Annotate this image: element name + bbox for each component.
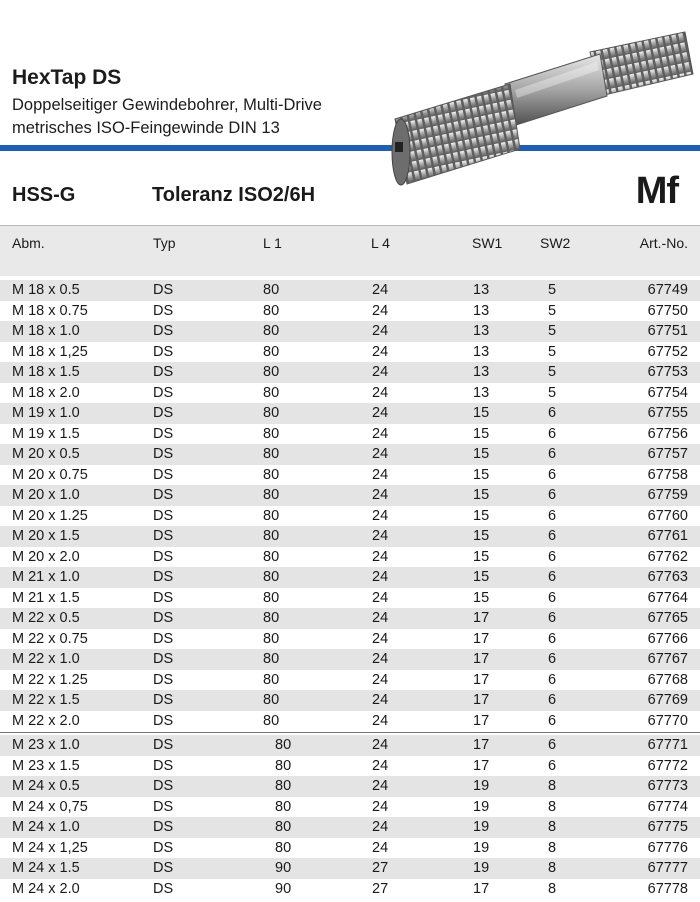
cell-typ: DS	[153, 302, 174, 319]
column-header-l4: L 4	[371, 235, 390, 251]
cell-l4: 24	[372, 798, 389, 815]
table-row	[0, 383, 700, 404]
cell-sw2: 5	[548, 343, 557, 360]
cell-abm: M 20 x 1.5	[12, 528, 80, 544]
section-divider	[0, 732, 700, 733]
cell-typ: DS	[153, 405, 174, 421]
cell-sw1: 17	[473, 757, 490, 774]
cell-l4: 24	[372, 671, 389, 688]
cell-art-no: 67750	[647, 302, 688, 319]
table-row	[0, 879, 700, 900]
cell-typ: DS	[153, 466, 174, 483]
table-row	[0, 735, 700, 756]
cell-l4: 24	[372, 692, 389, 708]
cell-art-no: 67771	[647, 737, 688, 753]
cell-typ: DS	[153, 712, 174, 729]
cell-sw2: 6	[548, 692, 557, 708]
cell-l1: 80	[263, 364, 280, 380]
cell-l1: 80	[263, 528, 280, 544]
cell-typ: DS	[153, 487, 174, 503]
cell-sw1: 19	[473, 839, 490, 856]
cell-art-no: 67765	[647, 610, 688, 626]
cell-art-no: 67777	[647, 860, 688, 876]
cell-l1: 80	[263, 630, 280, 647]
cell-sw2: 6	[548, 651, 557, 667]
cell-sw1: 17	[473, 692, 490, 708]
cell-l1: 80	[263, 446, 280, 462]
cell-abm: M 20 x 0.5	[12, 446, 80, 462]
table-body	[0, 280, 700, 899]
cell-art-no: 67776	[647, 839, 688, 856]
table-row	[0, 280, 700, 301]
cell-typ: DS	[153, 651, 174, 667]
cell-l1: 80	[263, 487, 280, 503]
cell-art-no: 67759	[647, 487, 688, 503]
cell-abm: M 20 x 2.0	[12, 548, 80, 565]
cell-sw2: 5	[548, 364, 557, 380]
cell-abm: M 18 x 0.75	[12, 302, 88, 319]
cell-l1: 80	[275, 757, 292, 774]
cell-typ: DS	[153, 860, 174, 876]
cell-l1: 80	[263, 692, 280, 708]
cell-abm: M 22 x 1.5	[12, 692, 80, 708]
cell-l4: 24	[372, 712, 389, 729]
cell-l1: 80	[263, 384, 280, 401]
thread-type-label: Mf	[635, 170, 678, 212]
cell-typ: DS	[153, 630, 174, 647]
cell-l4: 24	[372, 757, 389, 774]
cell-sw2: 6	[548, 671, 557, 688]
cell-typ: DS	[153, 548, 174, 565]
cell-l1: 80	[263, 610, 280, 626]
cell-abm: M 24 x 1,25	[12, 839, 88, 856]
cell-typ: DS	[153, 819, 174, 835]
cell-abm: M 22 x 0.5	[12, 610, 80, 626]
cell-sw2: 6	[548, 425, 557, 442]
cell-sw1: 13	[473, 384, 490, 401]
cell-typ: DS	[153, 589, 174, 606]
table-row	[0, 670, 700, 691]
cell-sw1: 15	[473, 466, 490, 483]
cell-abm: M 22 x 1.25	[12, 671, 88, 688]
column-header-sw1: SW1	[472, 235, 503, 251]
cell-l4: 24	[372, 425, 389, 442]
cell-abm: M 24 x 1.5	[12, 860, 80, 876]
cell-sw1: 19	[473, 778, 490, 794]
cell-l4: 24	[372, 630, 389, 647]
cell-typ: DS	[153, 839, 174, 856]
cell-art-no: 67757	[647, 446, 688, 462]
cell-sw1: 13	[473, 343, 490, 360]
cell-l4: 24	[372, 302, 389, 319]
cell-art-no: 67778	[647, 880, 688, 897]
table-header	[0, 226, 700, 276]
cell-art-no: 67766	[647, 630, 688, 647]
cell-l4: 24	[372, 466, 389, 483]
table-row	[0, 858, 700, 879]
cell-art-no: 67752	[647, 343, 688, 360]
cell-l4: 24	[372, 548, 389, 565]
cell-typ: DS	[153, 778, 174, 794]
cell-sw2: 6	[548, 589, 557, 606]
cell-l1: 80	[263, 671, 280, 688]
cell-sw1: 15	[473, 487, 490, 503]
cell-abm: M 18 x 1.0	[12, 323, 80, 339]
cell-sw2: 6	[548, 507, 557, 524]
cell-l1: 80	[263, 651, 280, 667]
cell-l4: 24	[372, 569, 389, 585]
cell-sw1: 17	[473, 630, 490, 647]
table-row	[0, 756, 700, 777]
cell-l4: 24	[372, 839, 389, 856]
table-row	[0, 444, 700, 465]
cell-typ: DS	[153, 692, 174, 708]
cell-l4: 24	[372, 778, 389, 794]
cell-l1: 80	[263, 405, 280, 421]
cell-art-no: 67749	[647, 282, 688, 298]
cell-abm: M 18 x 1,25	[12, 343, 88, 360]
cell-l4: 24	[372, 487, 389, 503]
cell-l4: 24	[372, 323, 389, 339]
spec-row	[0, 172, 700, 220]
cell-typ: DS	[153, 282, 174, 298]
tolerance-label: Toleranz ISO2/6H	[152, 184, 316, 206]
cell-sw2: 5	[548, 384, 557, 401]
table-row	[0, 362, 700, 383]
column-header-art-no: Art.-No.	[639, 235, 688, 251]
cell-sw1: 15	[473, 569, 490, 585]
product-title: HexTap DS	[12, 66, 122, 89]
cell-l1: 80	[263, 302, 280, 319]
cell-l1: 80	[263, 589, 280, 606]
cell-l1: 80	[263, 548, 280, 565]
cell-l1: 80	[263, 569, 280, 585]
table-row	[0, 547, 700, 568]
table-row	[0, 342, 700, 363]
cell-art-no: 67764	[647, 589, 688, 606]
cell-l4: 24	[372, 384, 389, 401]
cell-sw1: 15	[473, 425, 490, 442]
cell-abm: M 20 x 1.25	[12, 507, 88, 524]
cell-l1: 80	[263, 425, 280, 442]
cell-abm: M 19 x 1.5	[12, 425, 80, 442]
cell-typ: DS	[153, 425, 174, 442]
column-header-abm: Abm.	[12, 235, 45, 251]
cell-l1: 90	[275, 880, 292, 897]
cell-abm: M 18 x 1.5	[12, 364, 80, 380]
cell-sw2: 8	[548, 819, 557, 835]
cell-abm: M 22 x 2.0	[12, 712, 80, 729]
cell-sw2: 5	[548, 282, 557, 298]
cell-abm: M 20 x 0.75	[12, 466, 88, 483]
cell-l1: 80	[275, 819, 292, 835]
cell-typ: DS	[153, 528, 174, 544]
column-header-sw2: SW2	[540, 235, 571, 251]
cell-sw1: 17	[473, 880, 490, 897]
table-row	[0, 506, 700, 527]
cell-art-no: 67767	[647, 651, 688, 667]
cell-l4: 24	[372, 819, 389, 835]
table-row	[0, 608, 700, 629]
cell-l4: 24	[372, 405, 389, 421]
cell-l4: 27	[372, 880, 389, 897]
cell-l4: 24	[372, 589, 389, 606]
cell-typ: DS	[153, 569, 174, 585]
cell-abm: M 18 x 0.5	[12, 282, 80, 298]
cell-l4: 24	[372, 343, 389, 360]
cell-art-no: 67753	[647, 364, 688, 380]
cell-abm: M 24 x 0,75	[12, 798, 88, 815]
cell-sw1: 15	[473, 528, 490, 544]
cell-l1: 80	[263, 323, 280, 339]
cell-abm: M 19 x 1.0	[12, 405, 80, 421]
cell-sw2: 8	[548, 839, 557, 856]
cell-abm: M 21 x 1.5	[12, 589, 80, 606]
cell-art-no: 67763	[647, 569, 688, 585]
table-row	[0, 424, 700, 445]
cell-l4: 24	[372, 651, 389, 667]
cell-typ: DS	[153, 384, 174, 401]
cell-sw2: 6	[548, 487, 557, 503]
cell-l4: 24	[372, 507, 389, 524]
cell-abm: M 24 x 2.0	[12, 880, 80, 897]
product-subtitle-line2: metrisches ISO-Feingewinde DIN 13	[12, 119, 280, 137]
cell-sw1: 17	[473, 610, 490, 626]
cell-typ: DS	[153, 737, 174, 753]
cell-sw1: 17	[473, 737, 490, 753]
cell-sw1: 13	[473, 364, 490, 380]
cell-abm: M 21 x 1.0	[12, 569, 80, 585]
cell-sw2: 6	[548, 405, 557, 421]
table-row	[0, 690, 700, 711]
cell-l4: 24	[372, 446, 389, 462]
table-row	[0, 588, 700, 609]
cell-sw1: 15	[473, 548, 490, 565]
cell-abm: M 18 x 2.0	[12, 384, 80, 401]
cell-typ: DS	[153, 610, 174, 626]
cell-sw2: 8	[548, 778, 557, 794]
cell-l4: 27	[372, 860, 389, 876]
table-row	[0, 567, 700, 588]
cell-sw2: 6	[548, 630, 557, 647]
cell-typ: DS	[153, 880, 174, 897]
table-row	[0, 301, 700, 322]
product-subtitle-line1: Doppelseitiger Gewindebohrer, Multi-Drive	[12, 96, 322, 114]
cell-abm: M 23 x 1.5	[12, 757, 80, 774]
cell-sw2: 8	[548, 798, 557, 815]
cell-sw1: 15	[473, 405, 490, 421]
cell-sw2: 6	[548, 712, 557, 729]
cell-art-no: 67761	[647, 528, 688, 544]
table-row	[0, 526, 700, 547]
table-row	[0, 817, 700, 838]
table-row	[0, 776, 700, 797]
cell-art-no: 67770	[647, 712, 688, 729]
cell-sw1: 19	[473, 819, 490, 835]
cell-abm: M 22 x 0.75	[12, 630, 88, 647]
cell-art-no: 67755	[647, 405, 688, 421]
cell-art-no: 67769	[647, 692, 688, 708]
cell-art-no: 67773	[647, 778, 688, 794]
cell-typ: DS	[153, 446, 174, 462]
cell-sw1: 17	[473, 671, 490, 688]
cell-abm: M 20 x 1.0	[12, 487, 80, 503]
cell-l1: 80	[275, 798, 292, 815]
cell-sw1: 17	[473, 712, 490, 729]
table-row	[0, 485, 700, 506]
cell-l4: 24	[372, 737, 389, 753]
cell-sw1: 13	[473, 282, 490, 298]
table-row	[0, 629, 700, 650]
cell-l4: 24	[372, 610, 389, 626]
cell-sw2: 6	[548, 446, 557, 462]
cell-l4: 24	[372, 528, 389, 544]
cell-sw2: 8	[548, 860, 557, 876]
cell-sw2: 6	[548, 757, 557, 774]
cell-abm: M 24 x 1.0	[12, 819, 80, 835]
cell-typ: DS	[153, 507, 174, 524]
table-row	[0, 797, 700, 818]
cell-l4: 24	[372, 282, 389, 298]
cell-l1: 80	[275, 737, 292, 753]
cell-art-no: 67760	[647, 507, 688, 524]
cell-l1: 80	[263, 466, 280, 483]
cell-art-no: 67754	[647, 384, 688, 401]
table-row	[0, 465, 700, 486]
cell-l1: 80	[263, 507, 280, 524]
cell-art-no: 67768	[647, 671, 688, 688]
cell-l1: 80	[263, 343, 280, 360]
cell-sw2: 6	[548, 548, 557, 565]
cell-abm: M 22 x 1.0	[12, 651, 80, 667]
cell-sw1: 19	[473, 860, 490, 876]
cell-sw2: 6	[548, 528, 557, 544]
cell-art-no: 67762	[647, 548, 688, 565]
column-header-l1: L 1	[263, 235, 282, 251]
cell-sw1: 13	[473, 302, 490, 319]
cell-sw2: 6	[548, 569, 557, 585]
cell-abm: M 23 x 1.0	[12, 737, 80, 753]
cell-typ: DS	[153, 364, 174, 380]
cell-sw1: 15	[473, 446, 490, 462]
cell-sw1: 15	[473, 589, 490, 606]
table-row	[0, 711, 700, 732]
cell-sw1: 15	[473, 507, 490, 524]
table-row	[0, 403, 700, 424]
table-row	[0, 649, 700, 670]
cell-l4: 24	[372, 364, 389, 380]
cell-art-no: 67772	[647, 757, 688, 774]
cell-typ: DS	[153, 671, 174, 688]
material-label: HSS-G	[12, 184, 76, 206]
cell-sw2: 6	[548, 466, 557, 483]
cell-typ: DS	[153, 343, 174, 360]
cell-sw2: 8	[548, 880, 557, 897]
cell-sw2: 5	[548, 323, 557, 339]
cell-l1: 80	[275, 778, 292, 794]
catalog-header	[0, 0, 700, 160]
cell-sw1: 19	[473, 798, 490, 815]
cell-sw1: 17	[473, 651, 490, 667]
cell-typ: DS	[153, 757, 174, 774]
column-header-typ: Typ	[153, 235, 176, 251]
thread-tap-illustration	[385, 14, 695, 194]
cell-art-no: 67774	[647, 798, 688, 815]
cell-typ: DS	[153, 798, 174, 815]
cell-art-no: 67751	[647, 323, 688, 339]
cell-sw1: 13	[473, 323, 490, 339]
table-row	[0, 838, 700, 859]
cell-sw2: 6	[548, 737, 557, 753]
cell-typ: DS	[153, 323, 174, 339]
cell-art-no: 67756	[647, 425, 688, 442]
cell-l1: 90	[275, 860, 292, 876]
cell-art-no: 67775	[647, 819, 688, 835]
table-row	[0, 321, 700, 342]
cell-l1: 80	[263, 282, 280, 298]
cell-sw2: 6	[548, 610, 557, 626]
cell-l1: 80	[263, 712, 280, 729]
cell-art-no: 67758	[647, 466, 688, 483]
cell-abm: M 24 x 0.5	[12, 778, 80, 794]
cell-l1: 80	[275, 839, 292, 856]
cell-sw2: 5	[548, 302, 557, 319]
